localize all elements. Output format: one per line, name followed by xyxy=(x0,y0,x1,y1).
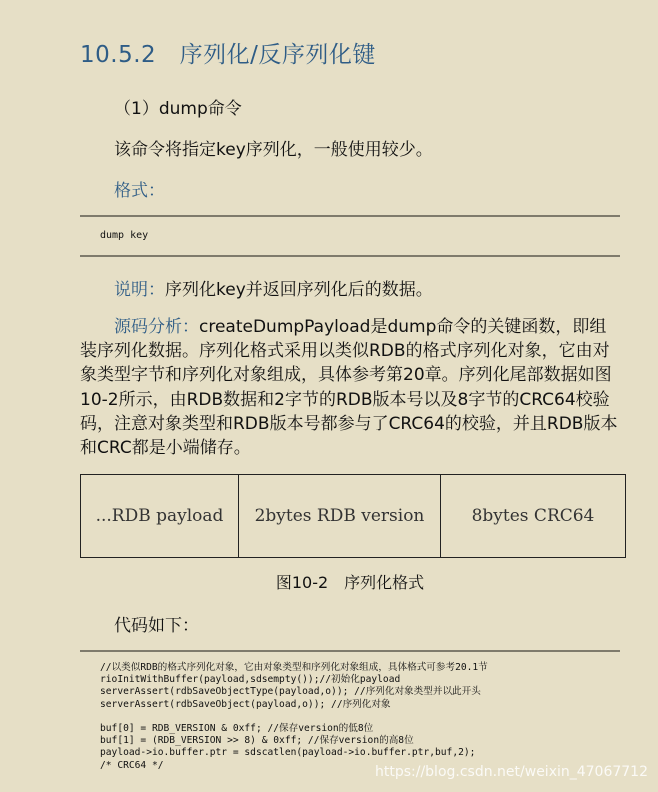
divider xyxy=(80,215,620,217)
note-paragraph xyxy=(114,275,433,300)
intro-paragraph: 该命令将指定key序列化，一般使用较少。 xyxy=(114,140,433,160)
section-heading: 10.5.2 序列化/反序列化键 xyxy=(80,42,376,68)
format-label: 格式： xyxy=(114,181,165,201)
code-block: //以类似RDB的格式序列化对象，它由对象类型和序列化对象组成，具体格式可参考20.1节 rioInitWithBuffer(payload,sdsempty());//初始化payload serverAssert(rdbSaveObjectType(payload,o)); //序列化对象类型并以此开头 serverAssert(rdbSaveObject(payload,o)); //序列化对象 buf[0] = RDB_VERSION & 0xff; //保存version的低8位 buf[1] = (RDB_VERSION >> 8) & 0xff; //保存version的高8位 payload->io.buffer.ptr = sdscatlen(payload->io.buffer.ptr,buf,2); /* CRC64 */ xyxy=(100,662,488,771)
analysis-paragraph xyxy=(80,315,620,460)
note-text: 序列化key并返回序列化后的数据。 xyxy=(165,280,433,300)
divider xyxy=(80,650,620,652)
format-code: dump key xyxy=(100,230,149,241)
watermark: https://blog.csdn.net/weixin_47067712 xyxy=(374,764,648,780)
note-label: 说明： xyxy=(114,280,165,300)
analysis-text: createDumpPayload是dump命令的关键函数，即组装序列化数据。序列化格式采用以类似RDB的格式序列化对象，它由对象类型字节和序列化对象组成，具体参考第20章。序列化尾部数据如图10-2所示，由RDB数据和2字节的RDB版本号以及8字节的CRC64校验码，注意对象类型和RDB版本号都参与了CRC64的校验，并且RDB版本和CRC都是小端储存。 xyxy=(80,317,618,459)
figure-cell-payload: ...RDB payload xyxy=(95,506,224,526)
figure-cell-version: 2bytes RDB version xyxy=(238,475,440,557)
divider xyxy=(80,255,620,257)
format-figure xyxy=(80,474,626,558)
code-label: 代码如下： xyxy=(114,616,199,636)
figure-caption: 图10-2 序列化格式 xyxy=(275,573,425,592)
analysis-label: 源码分析： xyxy=(114,317,199,337)
sub-heading: （1）dump命令 xyxy=(114,99,242,119)
figure-cell-crc: 8bytes CRC64 xyxy=(440,475,625,557)
